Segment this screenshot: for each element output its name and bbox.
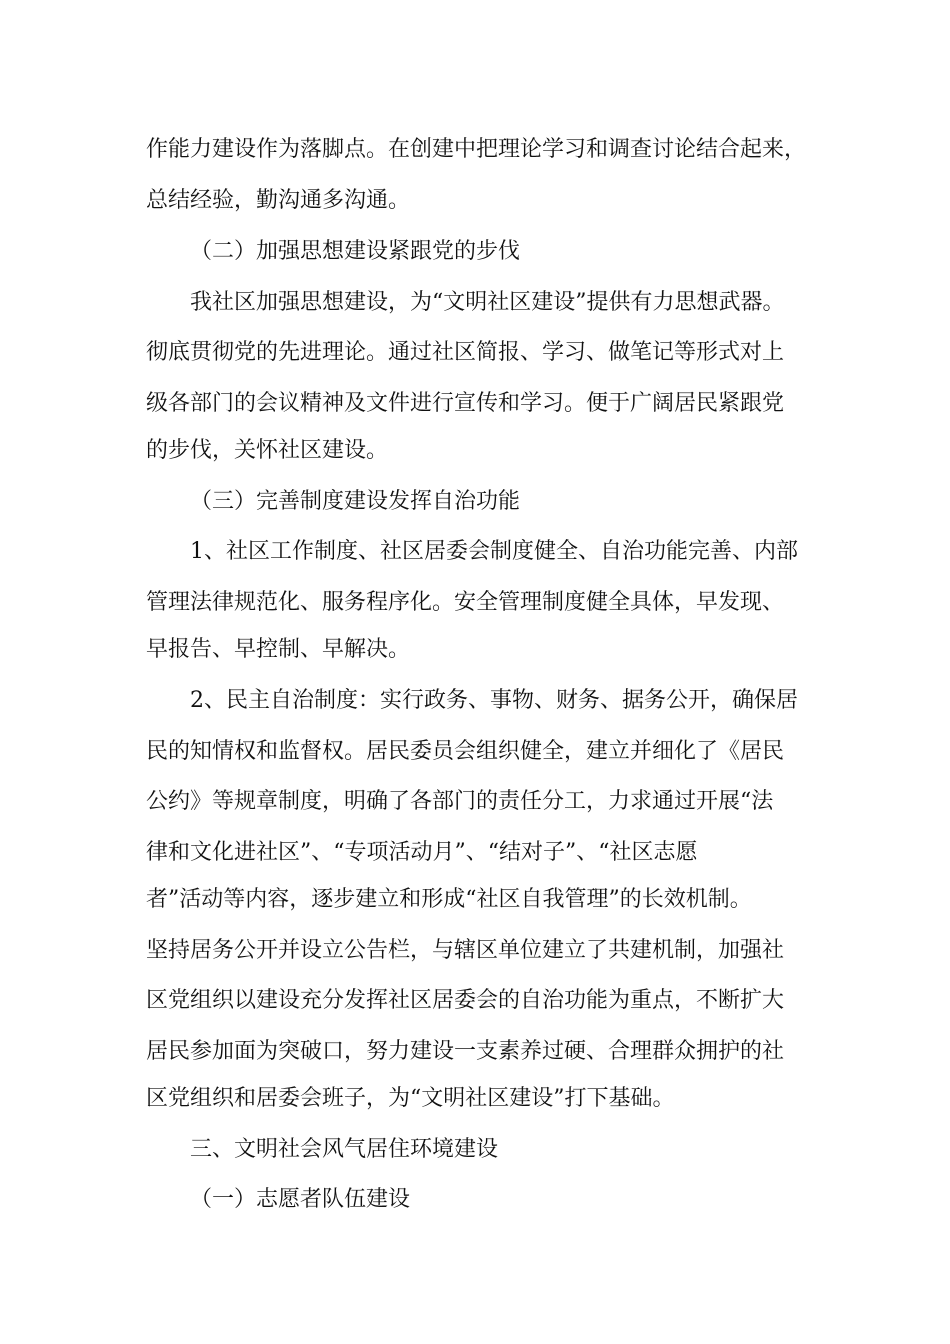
paragraph-line: 居民参加面为突破口，努力建设一支素养过硬、合理群众拥护的社 — [146, 1039, 785, 1064]
paragraph-line: 2、民主自治制度：实行政务、事物、财务、据务公开，确保居 — [190, 688, 798, 713]
paragraph-line: 律和文化进社区”、“专项活动月”、“结对子”、“社区志愿 — [146, 840, 698, 865]
section-heading: （二）加强思想建设紧跟党的步伐 — [190, 239, 521, 264]
paragraph-line: 1、社区工作制度、社区居委会制度健全、自治功能完善、内部 — [190, 539, 798, 564]
paragraph-line: 区党组织和居委会班子，为“文明社区建设”打下基础。 — [146, 1086, 675, 1111]
paragraph-line: 总结经验，勤沟通多沟通。 — [146, 188, 411, 213]
paragraph-line: 管理法律规范化、服务程序化。安全管理制度健全具体，早发现、 — [146, 590, 785, 615]
paragraph-line: 者”活动等内容，逐步建立和形成“社区自我管理”的长效机制。 — [146, 887, 752, 912]
section-heading: 三、文明社会风气居住环境建设 — [190, 1137, 499, 1162]
section-heading: （一）志愿者队伍建设 — [190, 1187, 411, 1212]
paragraph-line: 的步伐，关怀社区建设。 — [146, 438, 389, 463]
paragraph-line: 民的知情权和监督权。居民委员会组织健全，建立并细化了《居民 — [146, 739, 785, 764]
paragraph-line: 彻底贯彻党的先进理论。通过社区简报、学习、做笔记等形式对上 — [146, 340, 785, 365]
paragraph-line: 早报告、早控制、早解决。 — [146, 637, 411, 662]
paragraph-line: 坚持居务公开并设立公告栏，与辖区单位建立了共建机制，加强社 — [146, 938, 785, 963]
paragraph-line: 级各部门的会议精神及文件进行宣传和学习。便于广阔居民紧跟党 — [146, 391, 785, 416]
paragraph-line: 区党组织以建设充分发挥社区居委会的自治功能为重点，不断扩大 — [146, 988, 785, 1013]
paragraph-line: 我社区加强思想建设，为“文明社区建设”提供有力思想武器。 — [190, 290, 785, 315]
paragraph-line: 作能力建设作为落脚点。在创建中把理论学习和调查讨论结合起来， — [146, 137, 807, 162]
paragraph-line: 公约》等规章制度，明确了各部门的责任分工，力求通过开展“法 — [146, 789, 774, 814]
section-heading: （三）完善制度建设发挥自治功能 — [190, 489, 521, 514]
